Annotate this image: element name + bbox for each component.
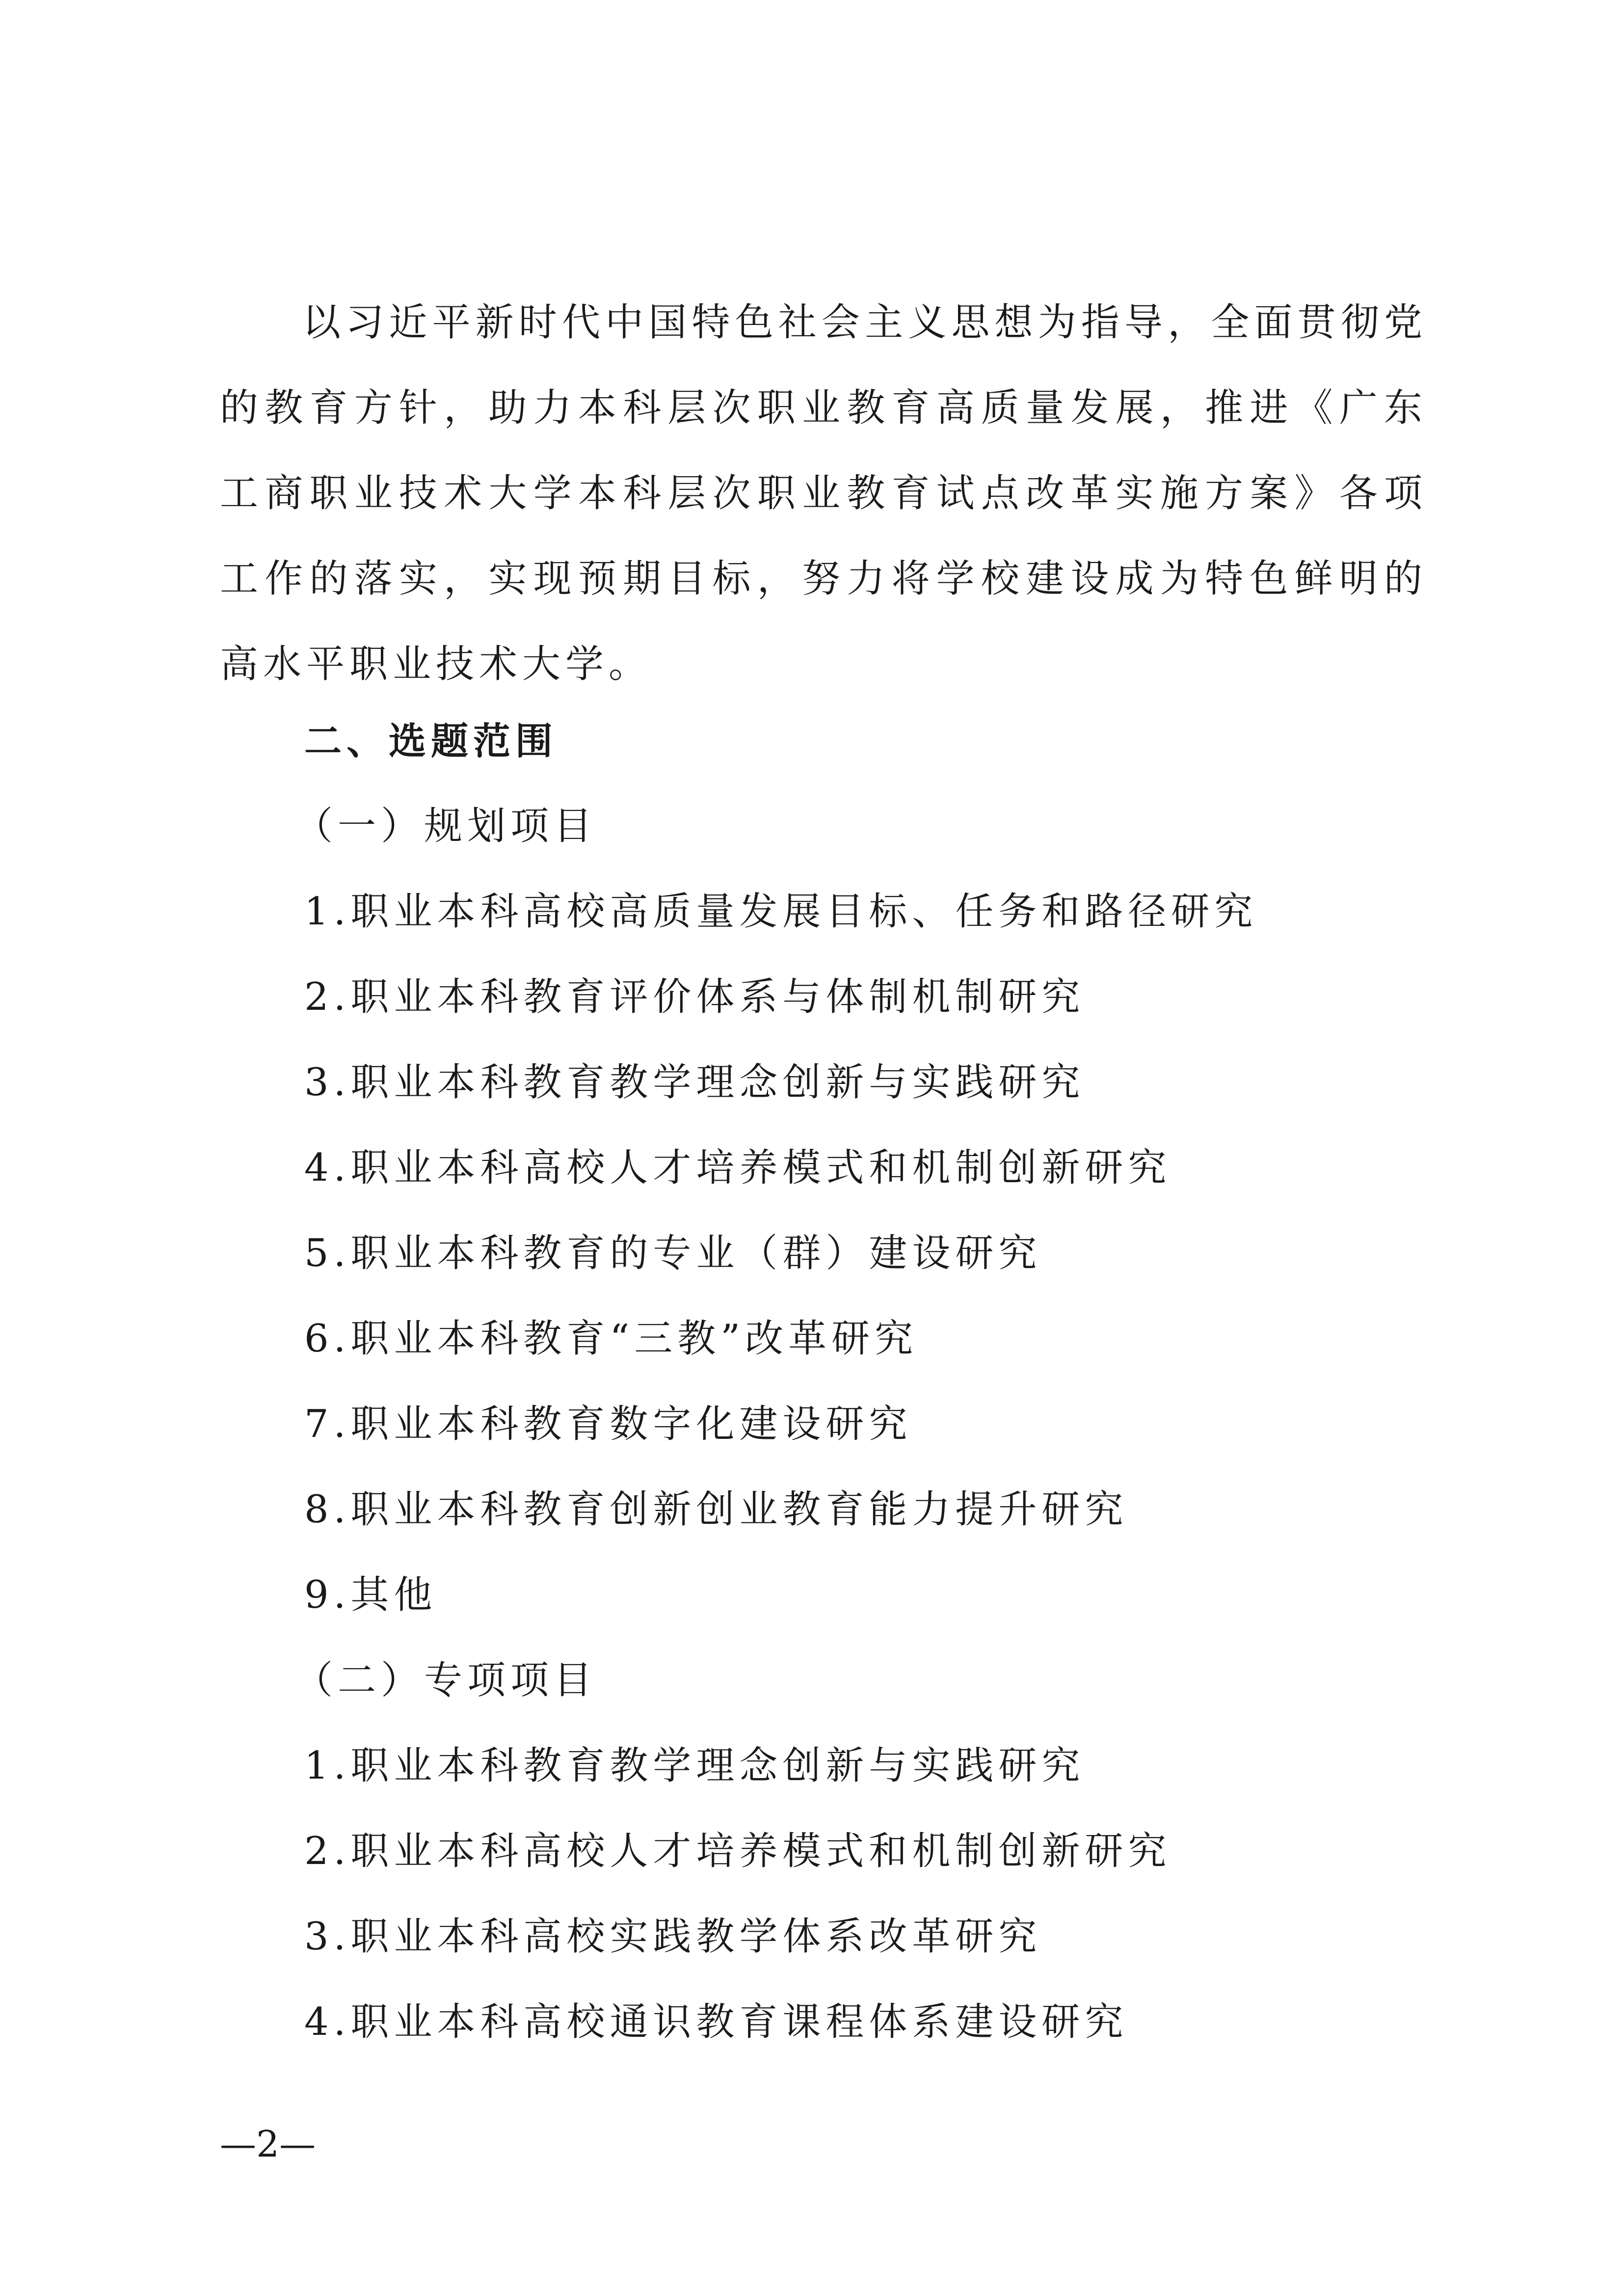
- planning-item: 7.职业本科教育数字化建设研究: [304, 1402, 912, 1446]
- planning-item: 3.职业本科教育教学理念创新与实践研究: [304, 1060, 1085, 1105]
- planning-heading: （一）规划项目: [294, 804, 597, 848]
- planning-item: 4.职业本科高校人才培养模式和机制创新研究: [304, 1146, 1171, 1190]
- planning-item: 5.职业本科教育的专业（群）建设研究: [304, 1231, 1042, 1275]
- planning-item: 2.职业本科教育评价体系与体制机制研究: [304, 975, 1085, 1019]
- section-heading: 二、选题范围: [304, 719, 558, 763]
- planning-item: 9.其他: [304, 1573, 437, 1617]
- special-item: 2.职业本科高校人才培养模式和机制创新研究: [304, 1829, 1171, 1873]
- special-item: 4.职业本科高校通识教育课程体系建设研究: [304, 2000, 1128, 2044]
- special-item: 3.职业本科高校实践教学体系改革研究: [304, 1915, 1042, 1959]
- planning-item: 6.职业本科教育“三教”改革研究: [304, 1317, 918, 1361]
- planning-item: 8.职业本科教育创新创业教育能力提升研究: [304, 1487, 1128, 1532]
- intro-paragraph: 以习近平新时代中国特色社会主义思想为指导，全面贯彻党的教育方针，助力本科层次职业教育高质量发展，推进《广东工商职业技术大学本科层次职业教育试点改革实施方案》各项工作的落实，实现预期目标，努力将学校建设成为特色鲜明的高水平职业技术大学。: [220, 300, 1427, 686]
- special-heading: （二）专项项目: [294, 1658, 597, 1702]
- planning-item: 1.职业本科高校高质量发展目标、任务和路径研究: [304, 890, 1258, 934]
- special-item: 1.职业本科教育教学理念创新与实践研究: [304, 1744, 1085, 1788]
- page-number: —2—: [220, 2123, 316, 2165]
